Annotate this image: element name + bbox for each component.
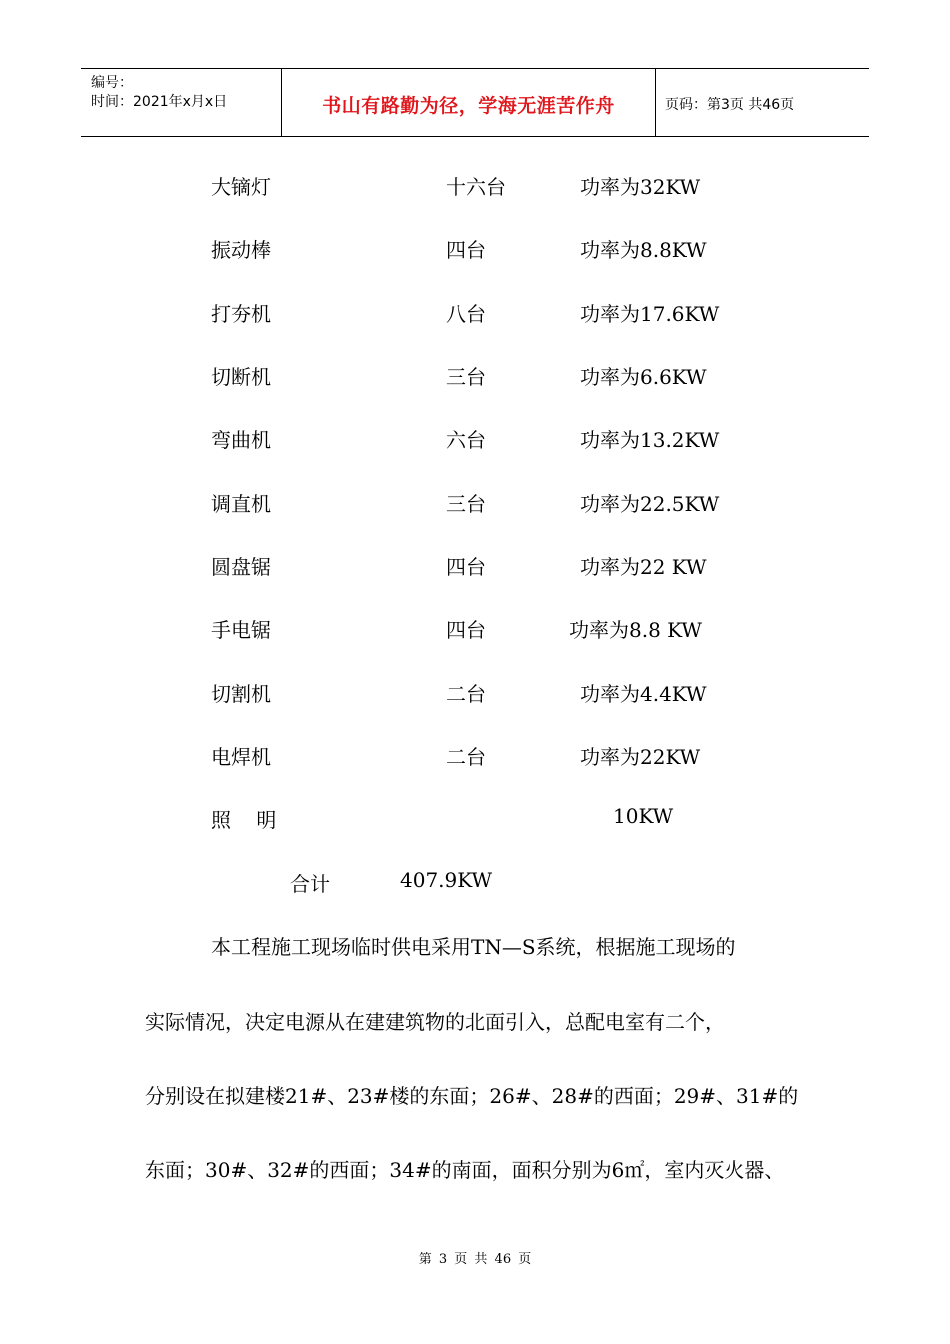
- equipment-name: 大镝灯: [211, 175, 271, 199]
- equipment-power: 10KW: [613, 804, 674, 828]
- equipment-name: 切割机: [211, 682, 271, 706]
- equipment-count: 四台: [446, 555, 486, 579]
- equipment-name: 调直机: [211, 492, 271, 516]
- equipment-power: 功率为32KW: [580, 175, 701, 199]
- equipment-count: 三台: [446, 492, 486, 516]
- total-value: 407.9KW: [400, 868, 493, 892]
- paragraph-line: 本工程施工现场临时供电采用TN—S系统，根据施工现场的: [211, 935, 736, 959]
- equipment-count: 八台: [446, 302, 486, 326]
- header-motto-cell: [281, 69, 656, 136]
- equipment-count: 三台: [446, 365, 486, 389]
- equipment-power: 功率为8.8KW: [580, 238, 707, 262]
- total-label: 合计: [290, 872, 330, 896]
- paragraph-line: 实际情况，决定电源从在建建筑物的北面引入，总配电室有二个，: [145, 1010, 725, 1034]
- equipment-power: 功率为4.4KW: [580, 682, 707, 706]
- equipment-count: 十六台: [446, 175, 506, 199]
- equipment-power: 功率为6.6KW: [580, 365, 707, 389]
- equipment-power: 功率为22KW: [580, 745, 701, 769]
- equipment-name: 弯曲机: [211, 428, 271, 452]
- document-header: [81, 68, 869, 137]
- equipment-name: 振动棒: [211, 238, 271, 262]
- paragraph-line: 分别设在拟建楼21#、23#楼的东面；26#、28#的西面；29#、31#的: [145, 1084, 799, 1108]
- equipment-name: 圆盘锯: [211, 555, 271, 579]
- equipment-name: 电焊机: [211, 745, 271, 769]
- equipment-power: 功率为22.5KW: [580, 492, 720, 516]
- motto-text: 书山有路勤为径，学海无涯苦作舟: [322, 95, 615, 117]
- equipment-count: 二台: [446, 682, 486, 706]
- equipment-count: 二台: [446, 745, 486, 769]
- equipment-name: 手电锯: [211, 618, 271, 642]
- equipment-power: 功率为8.8 KW: [569, 618, 702, 642]
- time-label: 时间：2021年x月x日: [91, 94, 228, 110]
- number-label: 编号：: [91, 75, 133, 91]
- equipment-count: 四台: [446, 238, 486, 262]
- page-label: 页码：第3页 共46页: [665, 97, 795, 113]
- equipment-count: 四台: [446, 618, 486, 642]
- equipment-name: 切断机: [211, 365, 271, 389]
- equipment-count: 六台: [446, 428, 486, 452]
- equipment-power: 功率为22 KW: [580, 555, 707, 579]
- header-page-cell: [655, 69, 869, 136]
- page-footer: 第 3 页 共 46 页: [418, 1252, 532, 1267]
- equipment-name: 打夯机: [211, 302, 271, 326]
- equipment-power: 功率为17.6KW: [580, 302, 720, 326]
- equipment-name: 照 明: [211, 808, 277, 832]
- equipment-power: 功率为13.2KW: [580, 428, 720, 452]
- paragraph-line: 东面；30#、32#的西面；34#的南面，面积分别为6㎡，室内灭火器、: [145, 1158, 785, 1182]
- header-info-cell: [81, 69, 281, 136]
